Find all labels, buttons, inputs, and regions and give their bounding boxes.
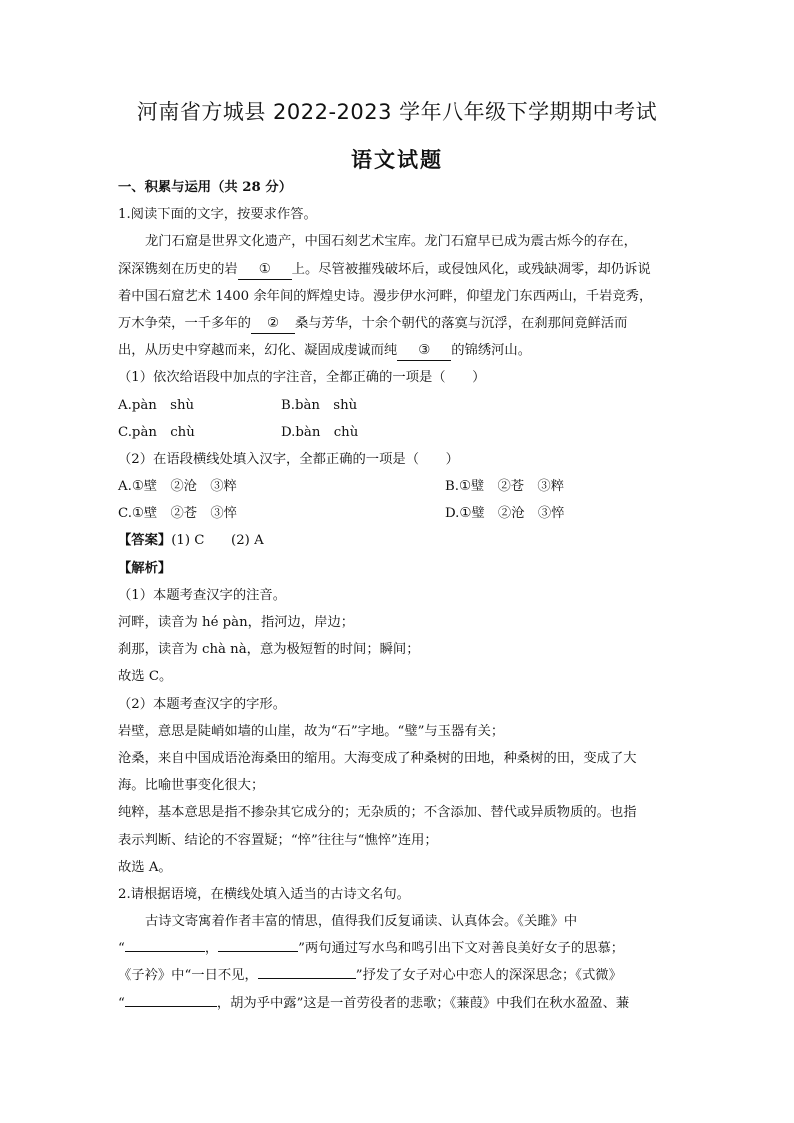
passage-text: 万木争荣，一千多年的 bbox=[118, 315, 251, 331]
answer-label: 【答案】 bbox=[118, 533, 172, 549]
option-b: B.bàn shù bbox=[281, 397, 358, 413]
question-2-stem: 2.请根据语境，在横线处填入适当的古诗文名句。 bbox=[118, 886, 410, 902]
q2-text: ， bbox=[204, 941, 219, 957]
poem-blank bbox=[258, 964, 356, 979]
options-row bbox=[118, 419, 678, 446]
subquestion-2: （2）在语段横线处填入汉字，全都正确的一项是（ ） bbox=[118, 451, 459, 467]
page-title: 河南省方城县 2022-2023 学年八年级下学期期中考试 bbox=[136, 100, 658, 124]
q2-text: ”抒发了女子对心中恋人的深深思念；《式微》 bbox=[355, 968, 622, 984]
question-2-line: 古诗文寄寓着作者丰富的情思，值得我们反复诵读、认真体会。《关雎》中 bbox=[145, 914, 578, 930]
option-b: B.①璧 ②苍 ③粹 bbox=[445, 479, 564, 495]
options-row bbox=[118, 473, 678, 500]
q2-text: ，胡为乎中露”这是一首劳役者的悲歌；《蒹葭》中我们在秋水盈盈、蒹 bbox=[216, 995, 630, 1011]
analysis-line: 故选 A。 bbox=[118, 859, 172, 875]
options-row bbox=[118, 392, 678, 419]
passage-text: 上。尽管被摧残破坏后，或侵蚀风化，或残缺凋零，却仍诉说 bbox=[291, 261, 651, 277]
q2-text: “ bbox=[118, 995, 125, 1011]
blank-2: ② bbox=[251, 315, 295, 334]
q2-text: “ bbox=[118, 941, 125, 957]
analysis-line: 故选 C。 bbox=[118, 669, 173, 685]
exam-body bbox=[118, 174, 678, 1017]
passage-text: 的锦绣河山。 bbox=[451, 343, 532, 359]
passage-line: 着中国石窟艺术 1400 余年间的辉煌史诗。漫步伊水河畔，仰望龙门东西两山，千岩竞秀， bbox=[118, 288, 653, 304]
answer-text: (1) C (2) A bbox=[171, 533, 264, 549]
passage-line bbox=[118, 256, 678, 283]
analysis-line: （2）本题考查汉字的字形。 bbox=[118, 696, 287, 712]
page-subtitle: 语文试题 bbox=[351, 148, 443, 172]
option-d: D.①璧 ②沧 ③悴 bbox=[445, 506, 565, 522]
passage-line: 龙门石窟是世界文化遗产，中国石刻艺术宝库。龙门石窟早已成为震古烁今的存在， bbox=[145, 234, 637, 250]
analysis-line: （1）本题考查汉字的注音。 bbox=[118, 587, 287, 603]
analysis-line: 纯粹，基本意思是指不掺杂其它成分的；无杂质的；不含添加、替代或异质物质的。也指 bbox=[118, 805, 637, 821]
poem-blank bbox=[125, 992, 217, 1007]
analysis-line: 沧桑，来自中国成语沧海桑田的缩用。大海变成了种桑树的田地，种桑树的田，变成了大 bbox=[118, 750, 637, 766]
passage-line bbox=[118, 337, 678, 364]
subquestion-1: （1）依次给语段中加点的字注音，全都正确的一项是（ ） bbox=[118, 370, 486, 386]
option-a: A.pàn shù bbox=[118, 397, 195, 413]
option-c: C.①壁 ②苍 ③悴 bbox=[118, 506, 237, 522]
analysis-line: 刹那，读音为 chà nà，意为极短暂的时间；瞬间； bbox=[118, 642, 420, 658]
analysis-line: 河畔，读音为 hé pàn，指河边，岸边； bbox=[118, 615, 355, 630]
q2-text: ”两句通过写水鸟和鸣引出下文对善良美好女子的思慕； bbox=[298, 941, 625, 957]
passage-text: 深深镌刻在历史的岩 bbox=[118, 261, 238, 277]
passage-text: 出，从历史中穿越而来，幻化、凝固成虔诚而纯 bbox=[118, 343, 398, 359]
option-d: D.bàn chù bbox=[281, 424, 359, 440]
q2-text: 《子衿》中“一日不见， bbox=[118, 968, 258, 984]
blank-1: ① bbox=[238, 261, 292, 280]
poem-blank bbox=[218, 937, 298, 952]
question-2-line bbox=[118, 990, 678, 1017]
option-a: A.①壁 ②沧 ③粹 bbox=[118, 479, 237, 495]
analysis-line: 海。比喻世事变化很大； bbox=[118, 778, 265, 794]
question-1-stem: 1.阅读下面的文字，按要求作答。 bbox=[118, 207, 317, 223]
question-2-line bbox=[118, 935, 678, 962]
options-row bbox=[118, 500, 678, 527]
passage-text: 桑与芳华，十余个朝代的落寞与沉浮，在刹那间竟鲜活而 bbox=[294, 315, 628, 331]
option-c: C.pàn chù bbox=[118, 424, 195, 440]
passage-line bbox=[118, 310, 678, 337]
section-heading: 一、积累与运用（共 28 分） bbox=[118, 180, 293, 195]
analysis-line: 表示判断、结论的不容置疑；“悴”往往与“憔悴”连用； bbox=[118, 832, 438, 848]
analysis-label: 【解析】 bbox=[118, 560, 172, 576]
question-2-line bbox=[118, 962, 678, 989]
poem-blank bbox=[125, 937, 205, 952]
blank-3: ③ bbox=[397, 342, 451, 361]
answer-line bbox=[118, 527, 678, 554]
analysis-line: 岩壁，意思是陡峭如墙的山崖，故为“石”字地。“璧”与玉器有关； bbox=[118, 723, 505, 739]
